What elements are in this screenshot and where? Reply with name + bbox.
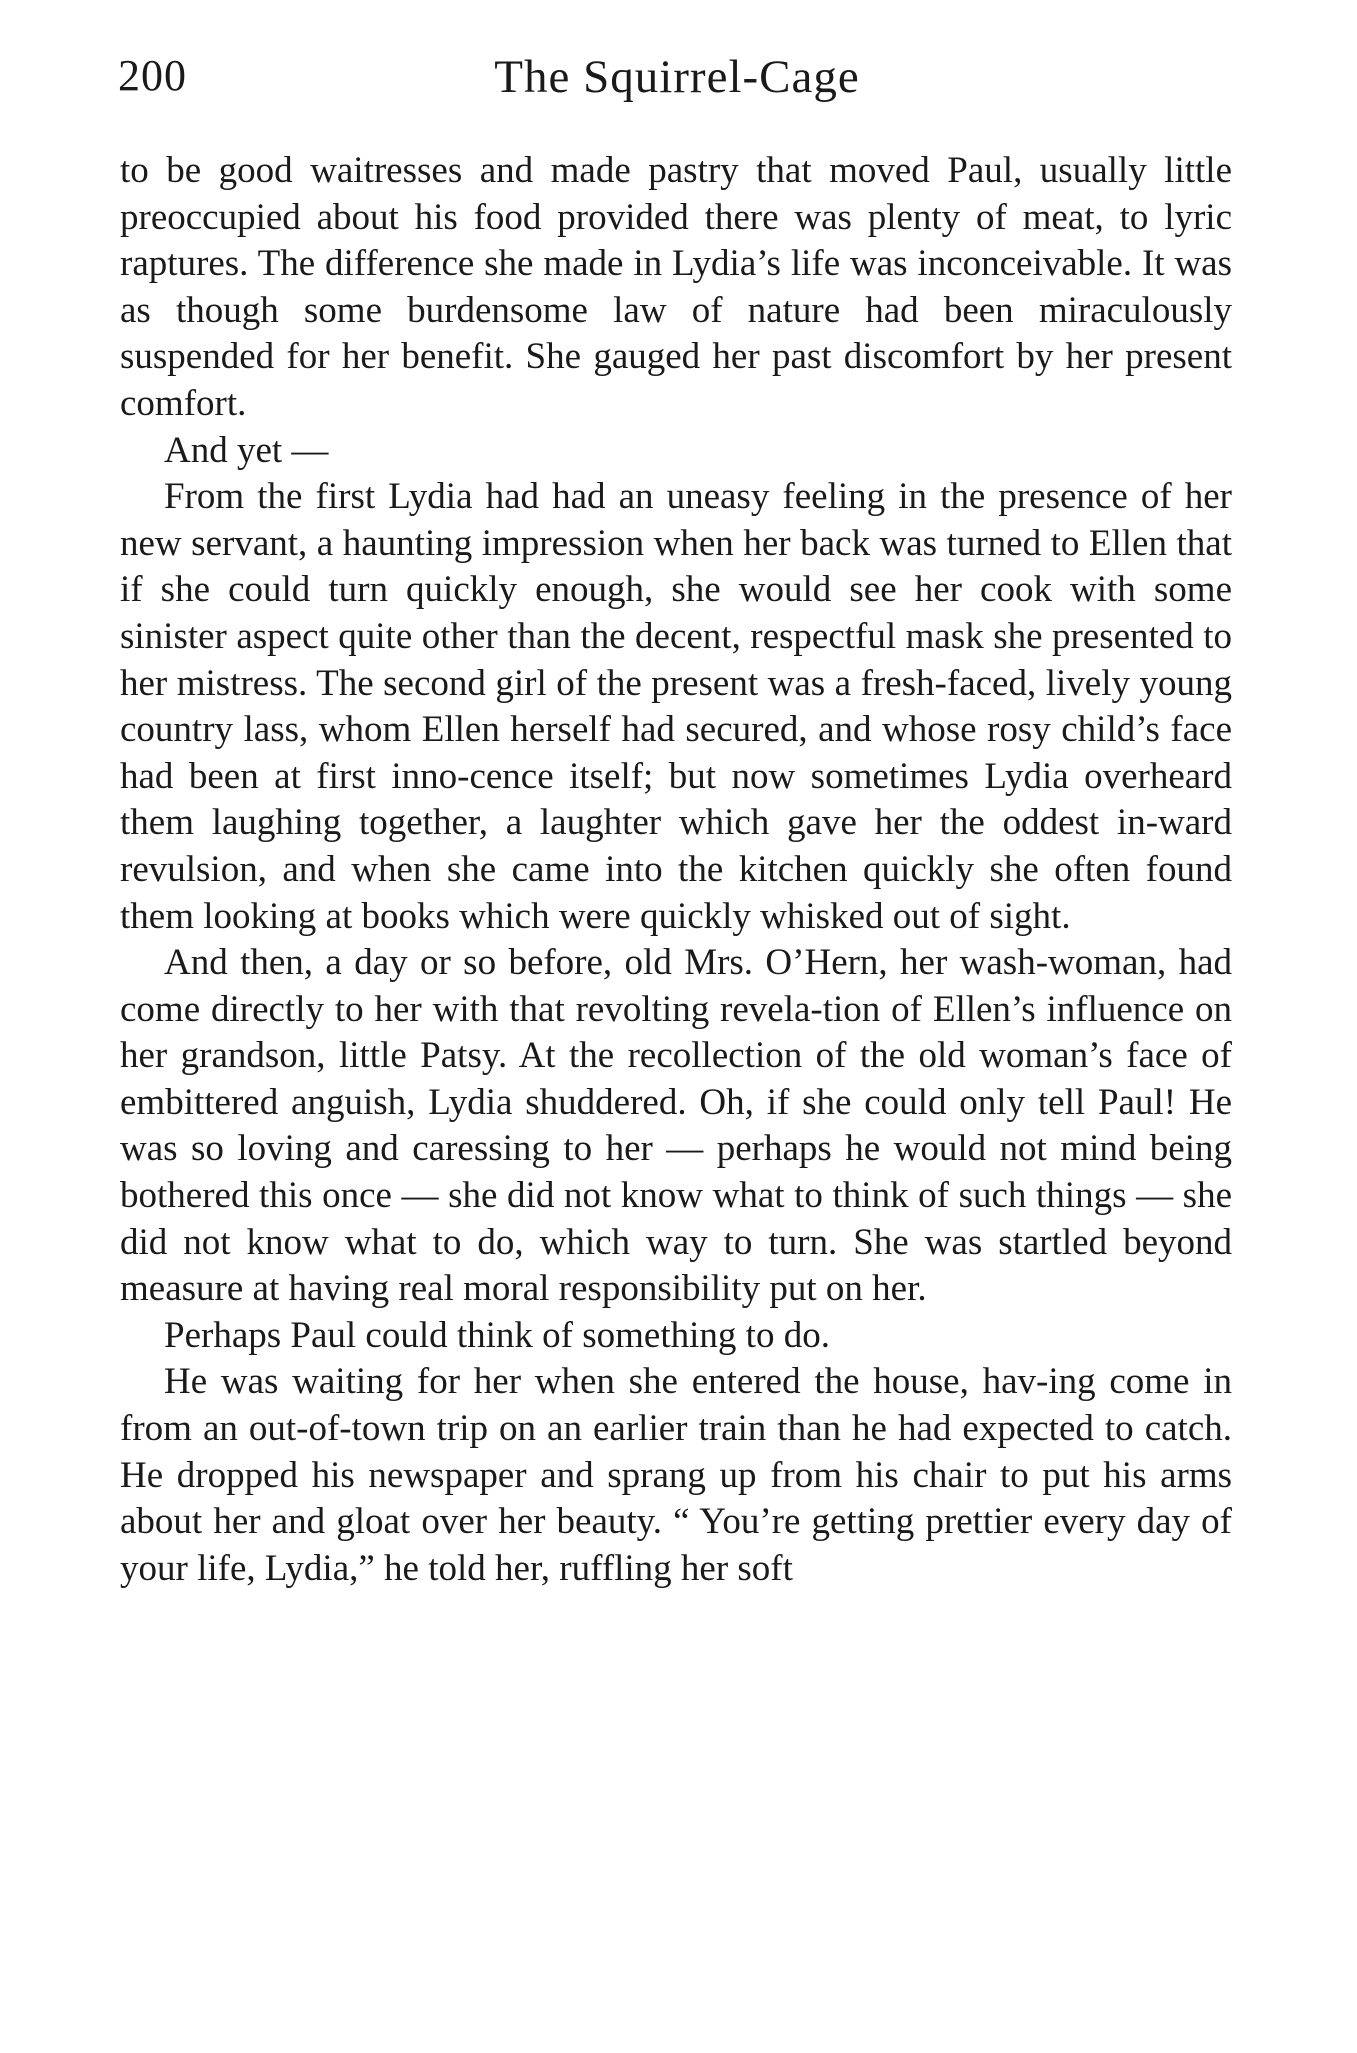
paragraph: From the first Lydia had had an uneasy feeling in the presence of her new servant, a haunting impression when her back was turned to Ellen that if she could turn quickly enough, she would see her cook with some sinister aspect quite other than the decent, respectful mask she presented to her mistress. The second girl of the present was a fresh-faced, lively young country lass, whom Ellen herself had secured, and whose rosy child’s face had been at first inno-cence itself; but now sometimes Lydia overheard them laughing together, a laughter which gave her the oddest in-ward revulsion, and when she came into the kitchen quickly she often found them looking at books which were quickly whisked out of sight. bbox=[120, 476, 1232, 937]
paragraph: And then, a day or so before, old Mrs. O’Hern, her wash-woman, had come directly to her with that revolting revela-tion of Ellen’s influence on her grandson, little Patsy. At the recollection of the old woman’s face of embittered anguish, Lydia shuddered. Oh, if she could only tell Paul! He was so loving and caressing to her — perhaps he would not mind being bothered this once — she did not know what to think of such things — she did not know what to do, which way to turn. She was startled beyond measure at having real moral responsibility put on her. bbox=[120, 942, 1232, 1310]
paragraph: to be good waitresses and made pastry that moved Paul, usually little preoccupied about his food provided there was plenty of meat, to lyric raptures. The difference she made in Lydia’s life was inconceivable. It was as though some burdensome law of nature had been miraculously suspended for her benefit. She gauged her past discomfort by her present comfort. bbox=[120, 150, 1232, 424]
page-number: 200 bbox=[118, 51, 187, 100]
running-title: The Squirrel-Cage bbox=[494, 51, 860, 103]
paragraph: And yet — bbox=[164, 429, 329, 471]
paragraph: He was waiting for her when she entered the house, hav-ing come in from an out-of-town trip on an earlier train than he had expected to catch. He dropped his newspaper and sprang up from his chair to put his arms about her and gloat over her beauty. “ You’re getting prettier every day of your life, Lydia,” he told her, ruffling her soft bbox=[120, 1361, 1232, 1589]
paragraph: Perhaps Paul could think of something to do. bbox=[164, 1314, 830, 1356]
page-header bbox=[118, 50, 1236, 120]
body-text bbox=[120, 148, 1232, 1592]
